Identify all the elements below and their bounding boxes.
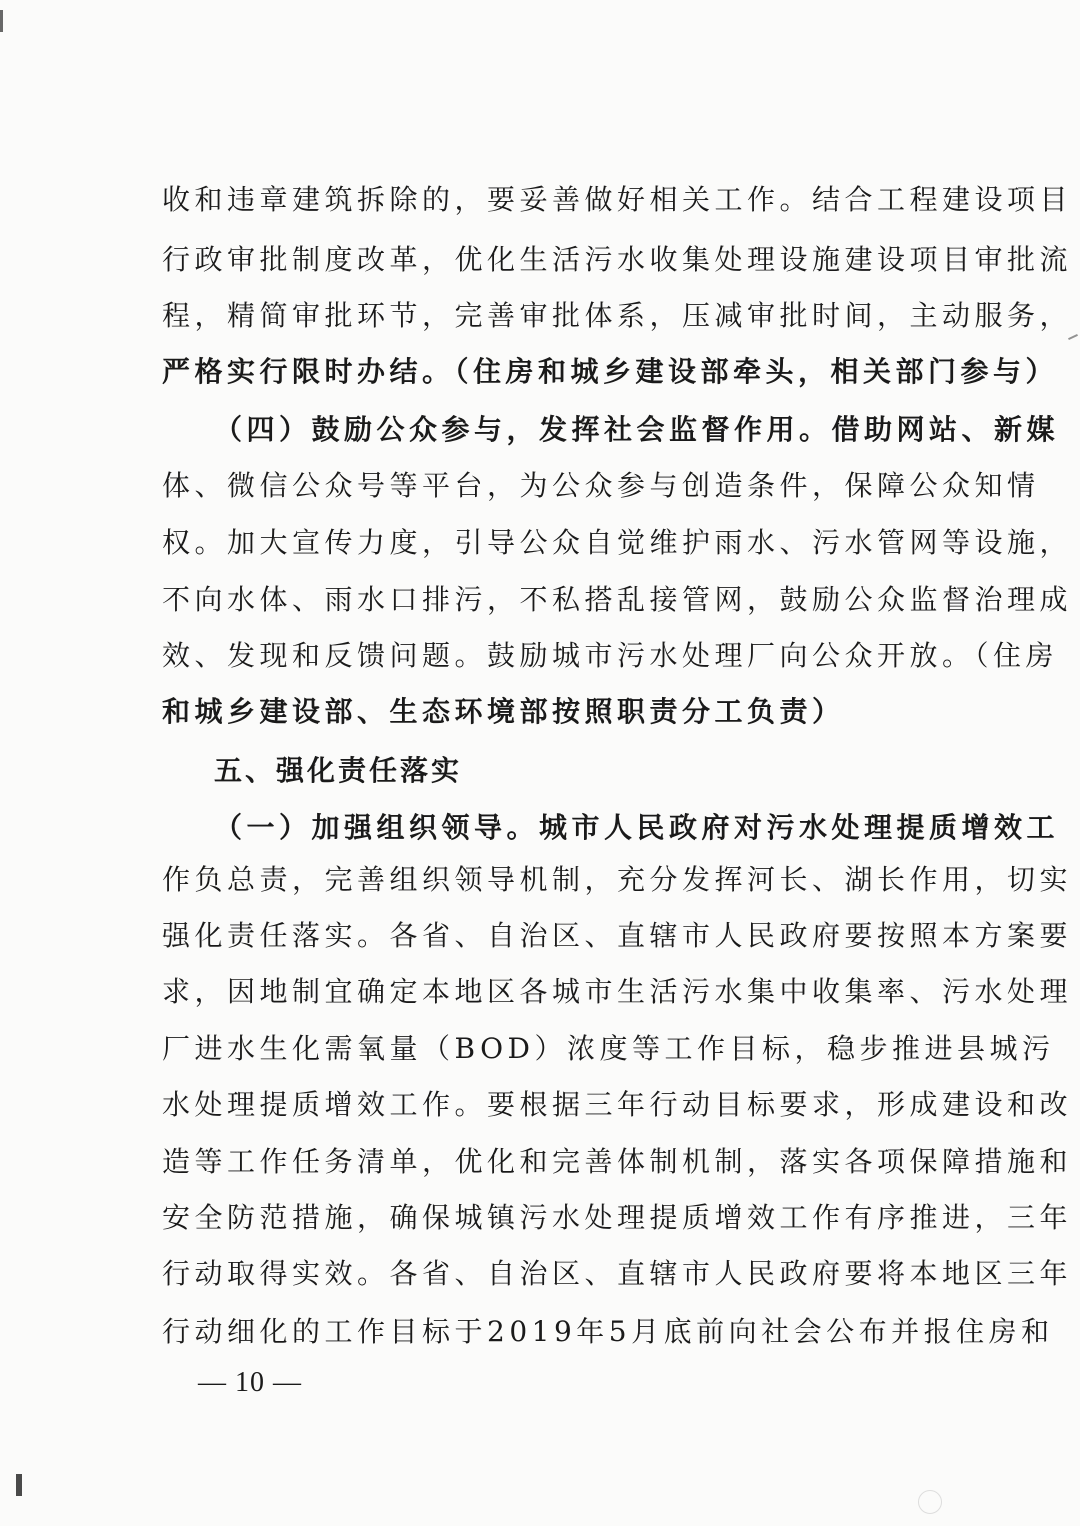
text-line: 水处理提质增效工作。要根据三年行动目标要求，形成建设和改	[162, 1088, 1073, 1121]
text-line: 严格实行限时办结。（住房和城乡建设部牵头，相关部门参与）	[162, 355, 1059, 388]
text-line: 行动细化的工作目标于2019年5月底前向社会公布并报住房和	[162, 1315, 1054, 1348]
text-line: （一）加强组织领导。城市人民政府对污水处理提质增效工	[214, 811, 1060, 844]
text-line: 和城乡建设部、生态环境部按照职责分工负责）	[162, 695, 845, 728]
text-line: 不向水体、雨水口排污，不私搭乱接管网，鼓励公众监督治理成	[162, 583, 1073, 616]
scan-edge-mark	[0, 10, 3, 32]
text-line: 作负总责，完善组织领导机制，充分发挥河长、湖长作用，切实	[162, 863, 1073, 896]
text-line: 行动取得实效。各省、自治区、直辖市人民政府要将本地区三年	[162, 1257, 1073, 1290]
text-line: 厂进水生化需氧量（BOD）浓度等工作目标，稳步推进县城污	[162, 1032, 1055, 1065]
text-line: 行政审批制度改革，优化生活污水收集处理设施建设项目审批流	[162, 243, 1073, 276]
text-line: 安全防范措施，确保城镇污水处理提质增效工作有序推进，三年	[162, 1201, 1073, 1234]
section-heading: 五、强化责任落实	[214, 754, 463, 787]
text-line: （四）鼓励公众参与，发挥社会监督作用。借助网站、新媒	[214, 413, 1060, 446]
page-number: — 10 —	[198, 1367, 302, 1398]
text-line: 效、发现和反馈问题。鼓励城市污水处理厂向公众开放。（住房	[162, 639, 1059, 672]
scan-edge-mark	[16, 1474, 22, 1496]
text-line: 程，精简审批环节，完善审批体系，压减审批时间，主动服务，	[162, 299, 1073, 332]
scan-edge-mark	[918, 1490, 942, 1514]
text-line: 权。加大宣传力度，引导公众自觉维护雨水、污水管网等设施，	[162, 526, 1073, 559]
text-line: 造等工作任务清单，优化和完善体制机制，落实各项保障措施和	[162, 1145, 1073, 1178]
text-line: 强化责任落实。各省、自治区、直辖市人民政府要按照本方案要	[162, 919, 1073, 952]
text-line: 求，因地制宜确定本地区各城市生活污水集中收集率、污水处理	[162, 975, 1073, 1008]
text-line: 收和违章建筑拆除的，要妥善做好相关工作。结合工程建设项目	[162, 183, 1073, 216]
text-line: 体、微信公众号等平台，为公众参与创造条件，保障公众知情	[162, 469, 1040, 502]
scan-edge-mark	[1068, 334, 1078, 340]
